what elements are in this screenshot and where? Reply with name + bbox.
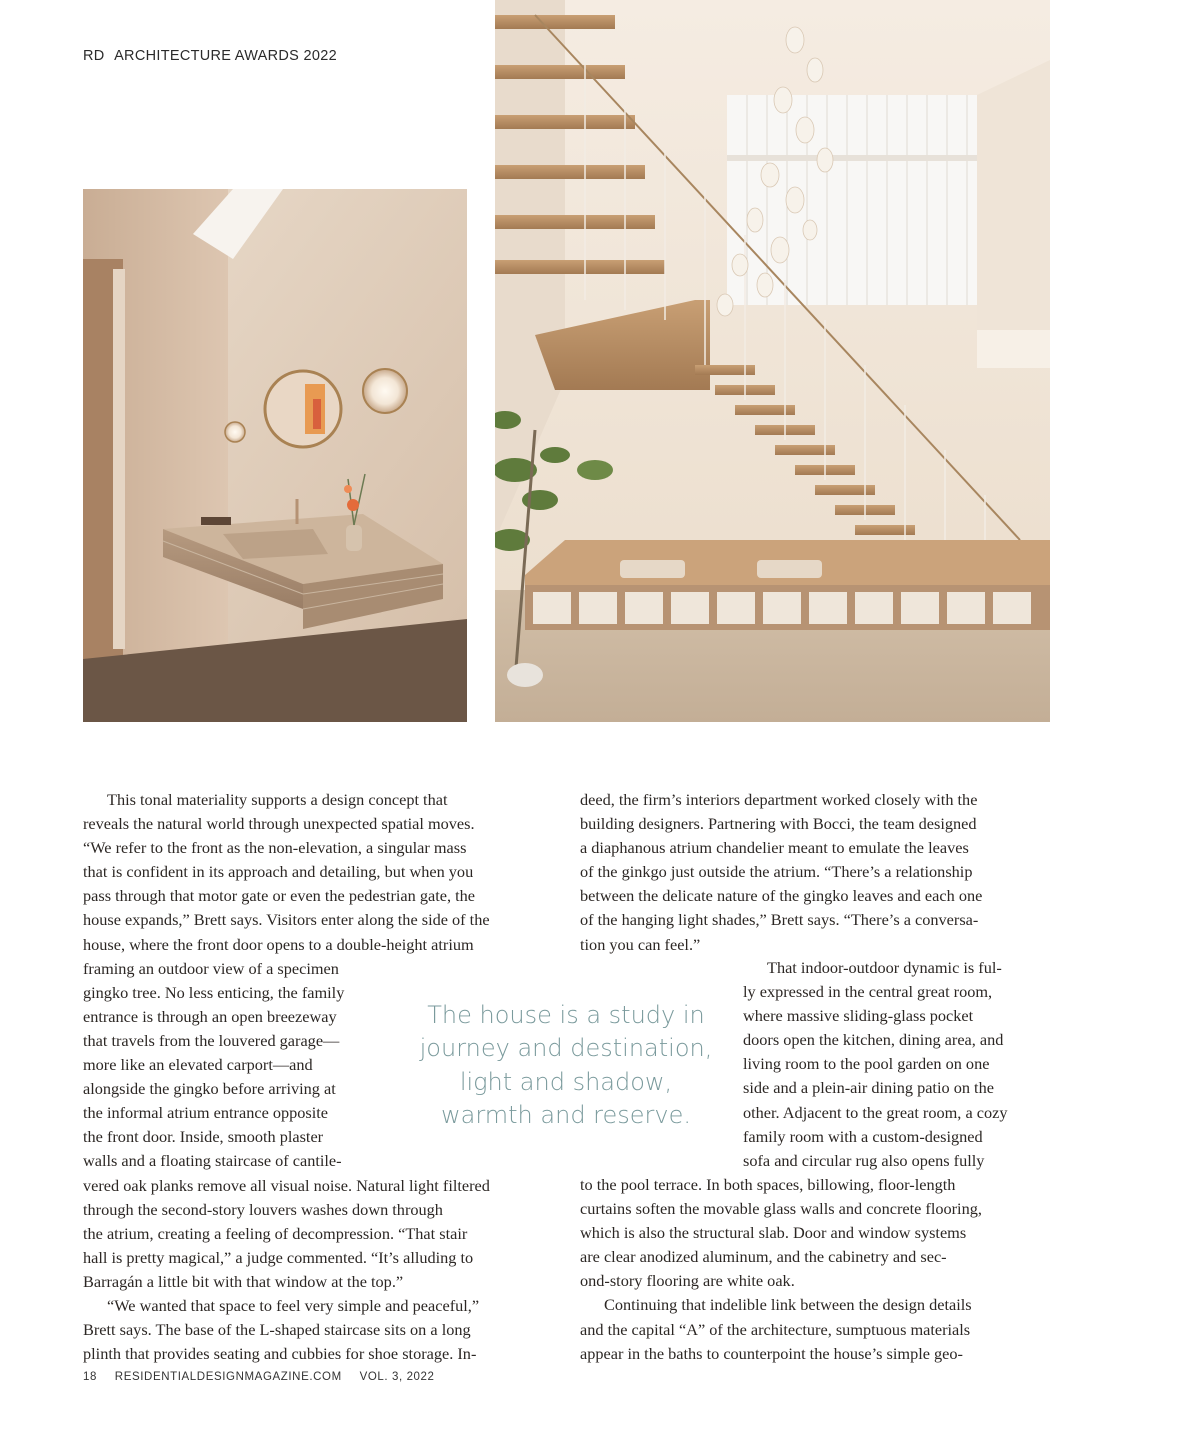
text-line: other. Adjacent to the great room, a cozy <box>743 1102 1008 1122</box>
text-line: appear in the baths to counterpoint the house’s simple geo- <box>580 1343 963 1363</box>
text-line: Continuing that indelible link between the design details <box>604 1295 972 1315</box>
text-line: the atrium, creating a feeling of decompression. “That stair <box>83 1223 468 1243</box>
text-line: hall is pretty magical,” a judge commented. “It’s alluding to <box>83 1247 474 1267</box>
text-line: plinth that provides seating and cubbies for shoe storage. In- <box>83 1344 477 1364</box>
text-line: Barragán a little bit with that window at the top.” <box>83 1271 404 1291</box>
running-header <box>83 48 337 64</box>
text-line: This tonal materiality supports a design concept that <box>107 790 448 809</box>
text-line: between the delicate nature of the gingko leaves and each one <box>580 886 983 906</box>
text-line: the informal atrium entrance opposite <box>83 1103 329 1123</box>
text-line: gingko tree. No less enticing, the family <box>83 982 345 1002</box>
text-line: house expands,” Brett says. Visitors enter along the side of the <box>83 910 490 930</box>
text-line: reveals the natural world through unexpected spatial moves. <box>83 814 475 834</box>
text-line: that travels from the louvered garage— <box>83 1030 340 1050</box>
paragraph <box>580 1293 1050 1365</box>
header-title: ARCHITECTURE AWARDS 2022 <box>114 48 337 64</box>
text-line: curtains soften the movable glass walls and concrete flooring, <box>580 1199 982 1219</box>
page-footer <box>83 1371 449 1383</box>
text-line: deed, the firm’s interiors department worked closely with the <box>580 790 978 809</box>
powder-room-photo <box>83 189 467 722</box>
pull-quote-line: The house is a study in <box>427 1001 705 1029</box>
atrium-staircase-photo <box>495 0 1050 722</box>
text-line: entrance is through an open breezeway <box>83 1006 337 1026</box>
text-line: of the hanging light shades,” Brett says. “There’s a conversa- <box>580 910 979 930</box>
text-line: That indoor-outdoor dynamic is ful- <box>767 958 1002 977</box>
text-line: the front door. Inside, smooth plaster <box>83 1127 324 1147</box>
text-line: framing an outdoor view of a specimen <box>83 958 339 978</box>
text-line: ond-story flooring are white oak. <box>580 1271 795 1291</box>
text-line: Brett says. The base of the L-shaped staircase sits on a long <box>83 1320 471 1340</box>
article-right-column-narrow <box>743 956 1053 1173</box>
text-line: family room with a custom-designed <box>743 1126 983 1146</box>
text-line: ly expressed in the central great room, <box>743 982 993 1002</box>
text-line: house, where the front door opens to a double-height atrium <box>83 934 474 954</box>
text-line: doors open the kitchen, dining area, and <box>743 1030 1004 1050</box>
text-line: walls and a floating staircase of cantile- <box>83 1151 342 1171</box>
powder-room-illustration <box>83 189 467 722</box>
text-line: to the pool terrace. In both spaces, billowing, floor-length <box>580 1175 956 1194</box>
text-line: which is also the structural slab. Door and window systems <box>580 1223 967 1243</box>
text-line: tion you can feel.” <box>580 934 701 954</box>
page-number: 18 <box>83 1371 97 1383</box>
text-line: where massive sliding-glass pocket <box>743 1006 974 1026</box>
paragraph <box>743 956 1053 1173</box>
text-line: that is confident in its approach and detailing, but when you <box>83 862 474 882</box>
pull-quote-line: light and shadow, <box>459 1067 673 1096</box>
text-line: of the ginkgo just outside the atrium. “There’s a relationship <box>580 862 973 882</box>
text-line: side and a plein-air dining patio on the <box>743 1078 994 1098</box>
text-line: through the second-story louvers washes down through <box>83 1199 443 1219</box>
paragraph <box>580 1173 1050 1293</box>
paragraph <box>580 788 1050 957</box>
text-line: sofa and circular rug also opens fully <box>743 1150 985 1170</box>
text-line: more like an elevated carport—and <box>83 1055 313 1075</box>
text-line: and the capital “A” of the architecture, sumptuous materials <box>580 1319 971 1339</box>
atrium-staircase-illustration <box>495 0 1050 722</box>
pull-quote-line: warmth and reserve. <box>440 1100 692 1129</box>
text-line: alongside the gingko before arriving at <box>83 1079 336 1099</box>
footer-volume: VOL. 3, 2022 <box>359 1371 435 1383</box>
text-line: building designers. Partnering with Bocci, the team designed <box>580 814 977 834</box>
text-line: vered oak planks remove all visual noise. Natural light filtered <box>83 1175 490 1195</box>
header-brand: RD <box>83 48 105 64</box>
paragraph <box>83 1294 553 1366</box>
article-right-column-bottom <box>580 1173 1050 1366</box>
article-right-column-top <box>580 788 1050 957</box>
text-line: a diaphanous atrium chandelier meant to emulate the leaves <box>580 838 969 858</box>
pull-quote <box>412 999 720 1132</box>
text-line: living room to the pool garden on one <box>743 1054 990 1074</box>
text-line: are clear anodized aluminum, and the cabinetry and sec- <box>580 1247 947 1267</box>
text-line: pass through that motor gate or even the pedestrian gate, the <box>83 886 475 906</box>
footer-site: RESIDENTIALDESIGNMAGAZINE.COM <box>114 1371 342 1383</box>
text-line: “We refer to the front as the non-elevation, a singular mass <box>83 838 467 858</box>
text-line: “We wanted that space to feel very simple and peaceful,” <box>107 1295 480 1315</box>
pull-quote-line: journey and destination, <box>419 1034 713 1063</box>
